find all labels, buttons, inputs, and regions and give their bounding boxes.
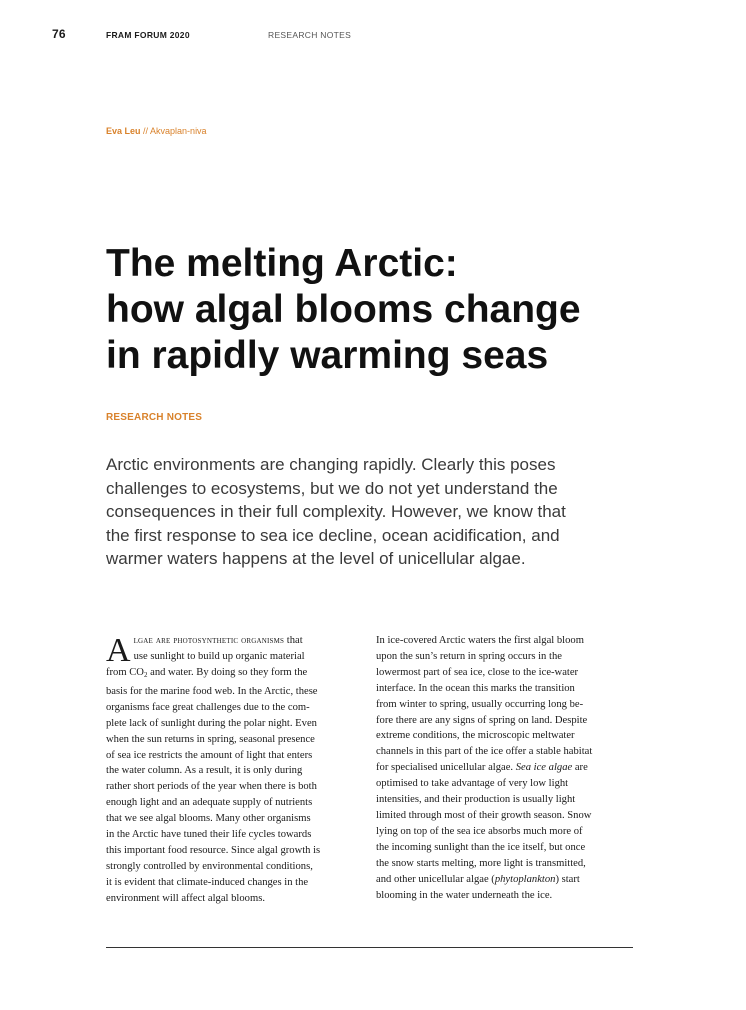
body-line: upon the sun’s return in spring occurs in the (376, 650, 562, 662)
body-line: lowermost part of sea ice, close to the ice-water (376, 666, 579, 678)
body-text: and water. By doing so they form the (147, 667, 308, 678)
body-line (376, 760, 634, 776)
body-text: and other unicellular algae ( (376, 873, 495, 885)
title-line: how algal blooms change (106, 288, 581, 331)
body-line: the incoming sunlight than the ice itself, but once (376, 841, 586, 853)
body-text: ) start (555, 873, 580, 885)
author-affiliation: // Akvaplan-niva (143, 126, 207, 136)
body-line (376, 872, 634, 888)
body-line: limited through most of their growth season. Snow (376, 809, 592, 821)
body-line (106, 633, 364, 649)
body-line: basis for the marine food web. In the Arctic, these (106, 685, 318, 697)
body-line: In ice-covered Arctic waters the first algal bloom (376, 635, 584, 646)
publication-name: FRAM FORUM 2020 (106, 30, 190, 40)
body-line: rather short periods of the year when there is both (106, 781, 317, 793)
body-line: environment will affect algal blooms. (106, 892, 265, 904)
lead-line: the first response to sea ice decline, ocean acidification, and (106, 525, 560, 545)
body-text: from CO (106, 667, 144, 678)
body-line: of sea ice restricts the amount of light that enters (106, 749, 313, 761)
article-title (106, 241, 626, 379)
drop-cap: A (106, 632, 131, 669)
body-line: when the sun returns in spring, seasonal presence (106, 733, 315, 745)
body-line: in the Arctic have tuned their life cycles towards (106, 829, 312, 841)
section-name: RESEARCH NOTES (268, 30, 352, 40)
body-line: plete lack of sunlight during the polar night. Even (106, 717, 317, 729)
body-line: organisms face great challenges due to the com- (106, 701, 310, 713)
body-text: are (572, 762, 588, 774)
small-caps-text: lgae are photosynthetic organisms (133, 635, 285, 646)
body-line: enough light and an adequate supply of nutrients (106, 797, 313, 809)
subscript: 2 (143, 671, 148, 679)
body-line: intensities, and their production is usually light (376, 794, 576, 806)
author-name: Eva Leu (106, 126, 141, 136)
body-line: extreme conditions, the microscopic meltwater (376, 730, 575, 742)
body-column-left (106, 633, 364, 907)
body-line: interface. In the ocean this marks the transition (376, 682, 575, 694)
body-line: from winter to spring, usually occurring long be- (376, 698, 584, 710)
body-column-right (376, 633, 634, 903)
lead-line: consequences in their full complexity. However, we know that (106, 502, 566, 521)
body-line: lying on top of the sea ice absorbs much more of (376, 825, 583, 837)
footer-rule (106, 947, 633, 948)
body-line: it is evident that climate-induced changes in the (106, 876, 309, 888)
lead-paragraph (106, 453, 606, 571)
body-line: strongly controlled by environmental conditions, (106, 860, 313, 872)
body-line: use sunlight to build up organic material (133, 650, 305, 662)
lead-line: challenges to ecosystems, but we do not yet understand the (106, 478, 558, 498)
body-line: optimised to take advantage of very low light (376, 778, 569, 790)
lead-line: warmer waters happens at the level of unicellular algae. (106, 549, 526, 568)
section-kicker: RESEARCH NOTES (106, 412, 203, 423)
body-line: fore there are any signs of spring on land. Despite (376, 714, 588, 726)
italic-term: Sea ice algae (515, 762, 573, 774)
author-line (106, 126, 207, 136)
body-line: that we see algal blooms. Many other organisms (106, 813, 311, 825)
body-text: for specialised unicellular algae. (376, 762, 516, 774)
title-line: in rapidly warming seas (106, 334, 549, 377)
lead-line: Arctic environments are changing rapidly. Clearly this poses (106, 455, 556, 474)
body-line: the snow starts melting, more light is transmitted, (376, 857, 586, 869)
body-line: this important food resource. Since algal growth is (106, 844, 321, 856)
page-number: 76 (52, 27, 66, 41)
body-line: channels in this part of the ice offer a stable habitat (376, 746, 593, 758)
title-line: The melting Arctic: (106, 242, 458, 285)
body-text: that (284, 635, 303, 646)
body-line: blooming in the water underneath the ice. (376, 889, 553, 901)
body-line: the water column. As a result, it is only during (106, 765, 303, 777)
italic-term: phytoplankton (494, 873, 556, 885)
body-line (106, 665, 364, 684)
